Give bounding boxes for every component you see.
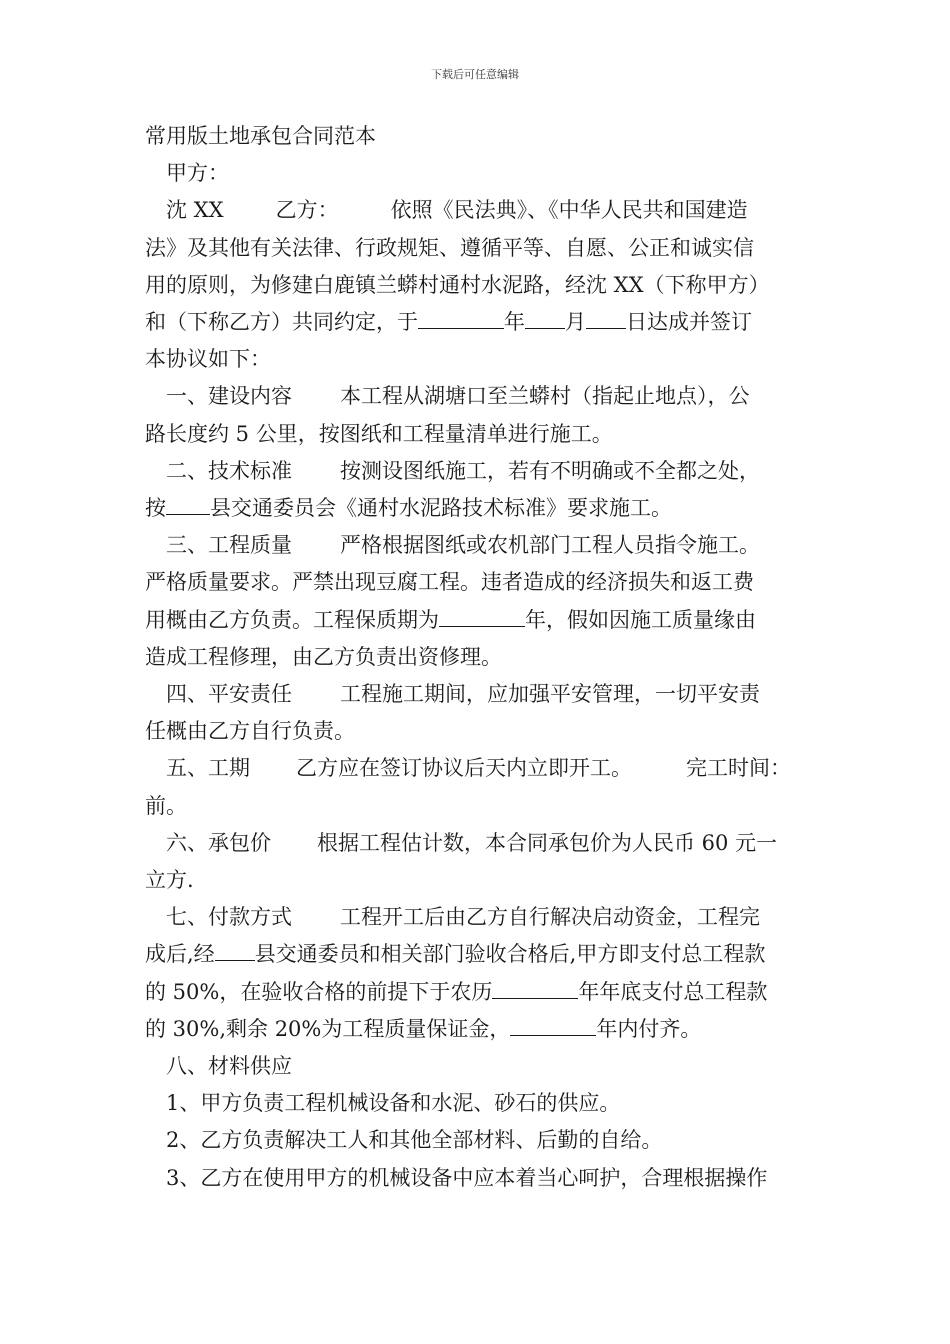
section-3-cont-2: 用概由乙方负责。工程保质期为 年，假如因施工质量缘由 bbox=[145, 602, 807, 639]
section-7-cont-1: 成后,经 县交通委员和相关部门验收合格后,甲方即支付总工程款 bbox=[145, 936, 807, 973]
party-b-label: 乙方： bbox=[275, 198, 339, 223]
section-2: 二、技术标准 按测设图纸施工，若有不明确或不全都之处， bbox=[166, 458, 760, 483]
section-1-cont: 路长度约 5 公里，按图纸和工程量清单进行施工。 bbox=[145, 421, 613, 446]
party-a-name: 沈 XX bbox=[166, 198, 224, 223]
section-8-heading: 八、材料供应 bbox=[166, 1054, 292, 1079]
section-4: 四、平安责任 工程施工期间，应加强平安管理，一切平安责 bbox=[166, 682, 760, 707]
section-4-cont: 任概由乙方自行负责。 bbox=[145, 719, 355, 744]
section-1: 一、建设内容 本工程从湖塘口至兰蟒村（指起止地点），公 bbox=[166, 384, 750, 409]
section-2-cont: 按 县交通委员会《通村水泥路技术标准》要求施工。 bbox=[145, 490, 807, 527]
section-7: 七、付款方式 工程开工后由乙方自行解决启动资金，工程完 bbox=[166, 905, 760, 930]
section-1-heading: 一、建设内容 bbox=[166, 384, 292, 409]
blank-deposit-years bbox=[510, 1013, 596, 1036]
intro-text: 依照《民法典》、《中华人民共和国建造 bbox=[390, 198, 748, 223]
section-3-cont-3: 造成工程修理，由乙方负责出资修理。 bbox=[145, 644, 502, 669]
section-5-heading: 五、工期 bbox=[166, 756, 250, 781]
section-5-cont: 前。 bbox=[145, 793, 187, 818]
section-3: 三、工程质量 严格根据图纸或农机部门工程人员指令施工。 bbox=[166, 533, 760, 558]
intro-paragraph-line-5: 本协议如下： bbox=[145, 347, 271, 372]
blank-county-2 bbox=[215, 938, 255, 961]
section-6: 六、承包价 根据工程估计数，本合同承包价为人民币 60 元一 bbox=[166, 830, 778, 855]
party-a-label: 甲方： bbox=[166, 161, 229, 186]
blank-county bbox=[166, 492, 210, 515]
blank-warranty bbox=[439, 604, 525, 627]
section-7-cont-2: 的 50%，在验收合格的前提下于农历 年年底支付总工程款 bbox=[145, 974, 807, 1011]
section-6-cont: 立方. bbox=[145, 868, 194, 893]
section-7-cont-3: 的 30%,剩余 20%为工程质量保证金， 年内付齐。 bbox=[145, 1011, 807, 1048]
doc-title: 常用版土地承包合同范本 bbox=[145, 124, 376, 148]
section-7-heading: 七、付款方式 bbox=[166, 905, 292, 930]
blank-month bbox=[525, 306, 565, 329]
document-body bbox=[145, 118, 807, 1197]
header-note: 下载后可任意编辑 bbox=[431, 68, 519, 81]
blank-year bbox=[418, 306, 504, 329]
section-5: 五、工期 乙方应在签订协议后天内立即开工。 完工时间： bbox=[166, 756, 791, 781]
section-2-heading: 二、技术标准 bbox=[166, 458, 292, 483]
blank-lunar-year bbox=[492, 976, 578, 999]
intro-paragraph-line-4: 和（下称乙方）共同约定，于 年 月 日达成并签订 bbox=[145, 304, 807, 341]
section-6-heading: 六、承包价 bbox=[166, 830, 271, 855]
section-4-heading: 四、平安责任 bbox=[166, 682, 292, 707]
blank-day bbox=[586, 306, 626, 329]
section-8-item-3: 3、乙方在使用甲方的机械设备中应本着当心呵护，合理根据操作 bbox=[166, 1165, 768, 1190]
section-8-item-1: 1、甲方负责工程机械设备和水泥、砂石的供应。 bbox=[166, 1091, 621, 1116]
intro-paragraph-line-1 bbox=[145, 192, 807, 229]
section-3-heading: 三、工程质量 bbox=[166, 533, 292, 558]
section-8-item-2: 2、乙方负责解决工人和其他全部材料、后勤的自给。 bbox=[166, 1128, 663, 1153]
intro-paragraph-line-2: 法》及其他有关法律、行政规矩、遵循平等、自愿、公正和诚实信 bbox=[145, 235, 754, 260]
intro-paragraph-line-3: 用的原则，为修建白鹿镇兰蟒村通村水泥路，经沈 XX（下称甲方） bbox=[145, 272, 770, 297]
section-3-cont-1: 严格质量要求。严禁出现豆腐工程。违者造成的经济损失和返工费 bbox=[145, 570, 754, 595]
